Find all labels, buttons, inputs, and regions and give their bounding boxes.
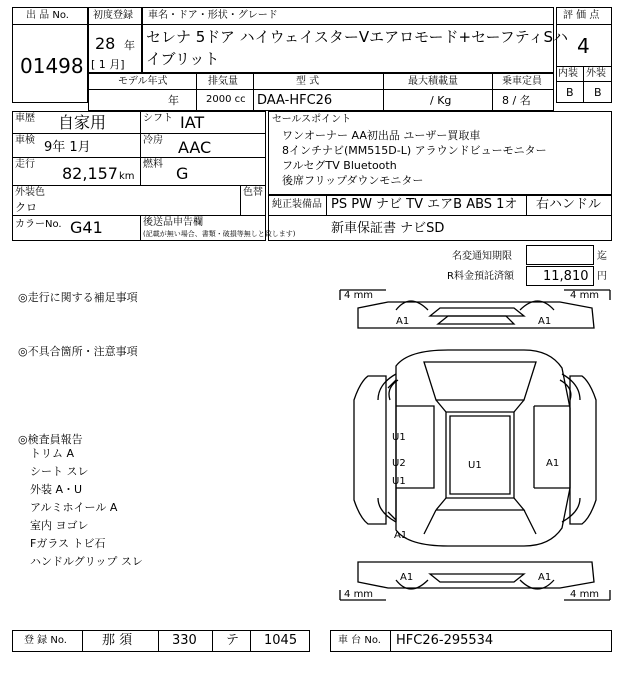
recycle-fee-unit: 円 — [597, 271, 607, 282]
color-no-value: G41 — [70, 218, 103, 237]
tire-depth-front-left: 4 mm — [344, 290, 374, 301]
listing-no: 01498 — [20, 54, 84, 78]
max-load-label: 最大積載量 — [408, 76, 458, 87]
model-year-label: モデル年式 — [118, 76, 168, 87]
history-label: 車歴 — [15, 113, 35, 124]
sales-point-line: フルセグTV Bluetooth — [282, 159, 397, 172]
report-line: シート スレ — [30, 465, 89, 478]
sales-points-label: セールスポイント — [272, 114, 352, 125]
aftermarket-note: (記載が無い場合、書類・破損等無しと致します) — [143, 230, 296, 238]
capacity-label: 乗車定員 — [502, 76, 542, 87]
damage-mark: U1 — [392, 476, 406, 487]
damage-mark: A1 — [538, 316, 552, 327]
car-name-line1: セレナ 5ドア ハイウェイスターVエアロモード+セーフティSハ — [146, 28, 569, 46]
max-load-value: / Kg — [430, 94, 452, 107]
tire-depth-rear-right: 4 mm — [570, 589, 600, 600]
displacement-value: 2000 cc — [206, 94, 246, 105]
report-line: Fガラス トビ石 — [30, 537, 106, 550]
mileage-value: 82,157 — [62, 164, 118, 183]
registration-kana: テ — [226, 633, 240, 648]
interior-grade: B — [566, 86, 574, 99]
fuel-label: 燃料 — [143, 159, 163, 170]
report-line: トリム A — [30, 447, 75, 460]
mileage-label: 走行 — [15, 159, 35, 170]
registration-number: 1045 — [264, 633, 298, 648]
score-label: 評 価 点 — [563, 10, 600, 21]
ac-value: AAC — [178, 138, 212, 157]
car-damage-diagram — [338, 288, 612, 602]
car-name-label: 車名・ドア・形状・グレード — [148, 10, 278, 21]
score-value: 4 — [577, 34, 590, 58]
sales-point-line: ワンオーナー AA初出品 ユーザー買取車 — [282, 129, 481, 142]
sales-point-line: 8インチナビ(MM515D-L) アラウンドビューモニター — [282, 144, 547, 157]
sales-point-line: 後席フリップダウンモニター — [282, 174, 424, 187]
damage-mark: A1 — [400, 572, 414, 583]
transfer-deadline-box — [526, 245, 594, 265]
equipment-label: 純正装備品 — [272, 199, 322, 210]
history-value: 自家用 — [58, 113, 107, 132]
driving-notes-label: ◎走行に関する補足事項 — [18, 291, 138, 304]
shift-label: シフト — [143, 113, 173, 124]
ac-label: 冷房 — [143, 135, 163, 146]
damage-mark: U2 — [392, 458, 406, 469]
year-unit: 年 — [124, 39, 135, 52]
chassis-label: 車 台 No. — [338, 635, 381, 646]
damage-mark: A1 — [546, 458, 560, 469]
shift-value: IAT — [180, 113, 205, 132]
inspection-value: 9年 1月 — [44, 140, 91, 155]
damage-mark: U1 — [468, 460, 482, 471]
first-reg-year: 28 — [95, 34, 116, 53]
model-year-unit: 年 — [168, 94, 179, 107]
first-reg-month: [ 1 月] — [91, 58, 125, 71]
damage-mark: A1 — [396, 316, 410, 327]
recycle-fee-label: R料金預託済額 — [447, 271, 514, 282]
tire-depth-front-right: 4 mm — [570, 290, 600, 301]
damage-mark: A1 — [394, 530, 408, 541]
model-label: 型 式 — [296, 76, 320, 87]
exterior-label: 外装 — [586, 68, 606, 79]
car-name-line2: イブリット — [146, 50, 220, 68]
displacement-label: 排気量 — [208, 76, 238, 87]
report-line: 外装 A・U — [30, 483, 83, 496]
damage-mark: A1 — [538, 572, 552, 583]
registration-region: 那 須 — [102, 633, 133, 648]
capacity-value: 8 / 名 — [502, 94, 531, 107]
mileage-unit: km — [119, 171, 135, 182]
fuel-value: G — [176, 164, 189, 183]
report-line: アルミホイール A — [30, 501, 118, 514]
transfer-deadline-label: 名変通知期限 — [452, 251, 512, 262]
color-change-label: 色替 — [243, 187, 263, 198]
interior-label: 内装 — [558, 68, 578, 79]
inspection-label: 車検 — [15, 135, 35, 146]
chassis-number: HFC26-295534 — [396, 633, 494, 648]
aftermarket-label: 後送品申告欄 — [143, 217, 203, 228]
exterior-color-value: クロ — [15, 201, 37, 214]
exterior-grade: B — [594, 86, 602, 99]
equipment-extra: 新車保証書 ナビSD — [331, 221, 445, 236]
listing-no-label: 出 品 No. — [26, 10, 69, 21]
first-reg-label: 初度登録 — [93, 10, 133, 21]
report-line: ハンドルグリップ スレ — [30, 555, 143, 568]
handle-value: 右ハンドル — [536, 197, 602, 212]
registration-label: 登 録 No. — [24, 635, 67, 646]
transfer-deadline-unit: 迄 — [597, 251, 607, 262]
color-no-label: カラーNo. — [15, 219, 62, 230]
report-line: 室内 ヨゴレ — [30, 519, 89, 532]
recycle-fee-value: 11,810 — [543, 269, 589, 284]
inspector-report-label: ◎検査員報告 — [18, 433, 83, 446]
damage-mark: U1 — [392, 432, 406, 443]
model-value: DAA-HFC26 — [257, 93, 333, 108]
exterior-color-label: 外装色 — [15, 187, 45, 198]
equipment-items: PS PW ナビ TV エアB ABS 1オ — [331, 197, 518, 212]
tire-depth-rear-left: 4 mm — [344, 589, 374, 600]
registration-class: 330 — [172, 633, 197, 648]
defect-notes-label: ◎不具合箇所・注意事項 — [18, 345, 138, 358]
